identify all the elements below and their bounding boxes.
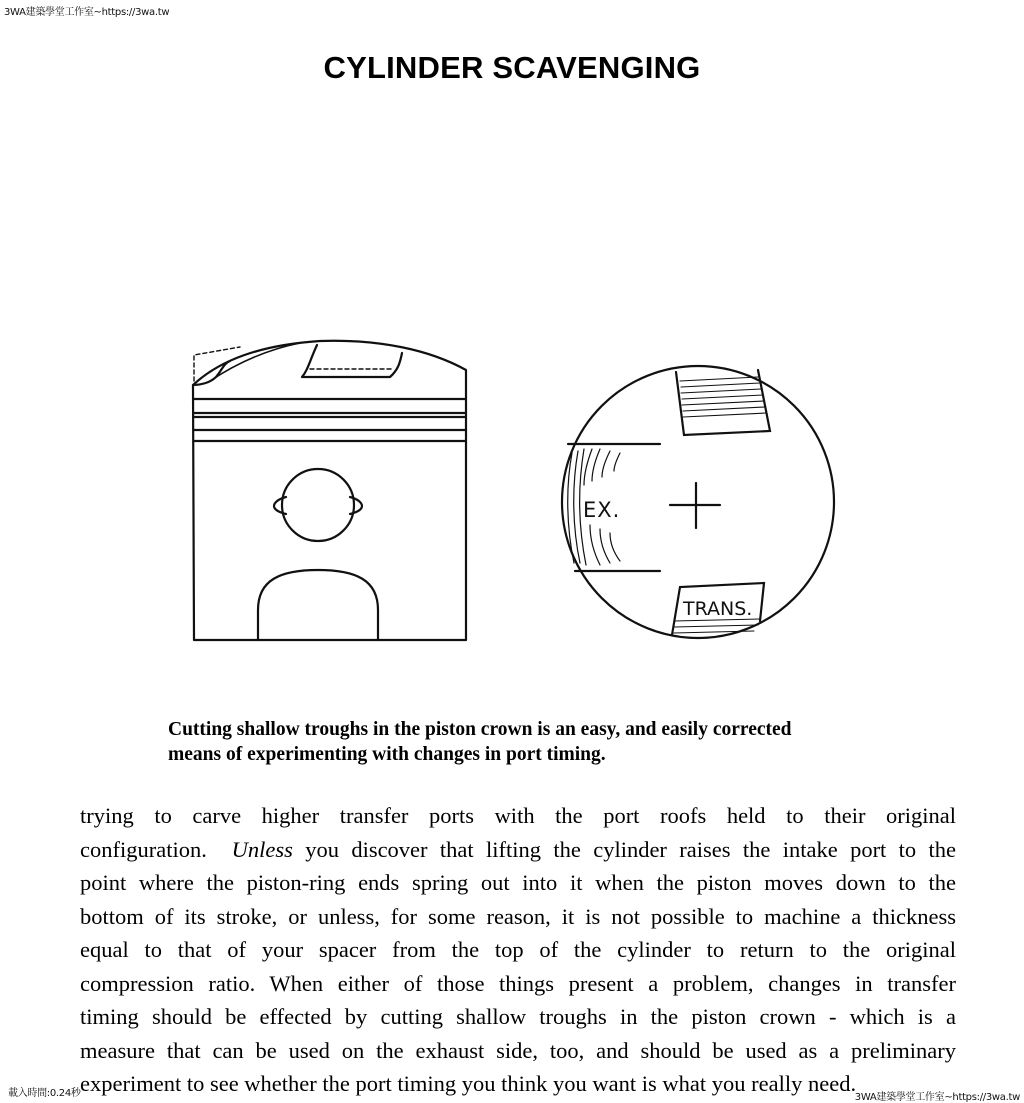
caption-line-2: means of experimenting with changes in port timing. [168, 744, 606, 765]
body-line-2-end: you discover that lifting the cylinder raises the intake port to the [305, 836, 957, 862]
emphasis-unless: Unless [231, 836, 293, 862]
watermark-top-left: 3WA建築學堂工作室~https://3wa.tw [4, 7, 170, 18]
caption-line-1: Cutting shallow troughs in the piston crown is an easy, and easily corrected [168, 719, 792, 740]
piston-figure [180, 325, 850, 655]
body-line-2-start: configuration. [80, 836, 207, 862]
body-line-5: equal to that of your spacer from the top of the cylinder to return to the original [80, 937, 956, 962]
watermark-bottom-right: 3WA建築學堂工作室~https://3wa.tw [854, 1092, 1020, 1103]
page-title: CYLINDER SCAVENGING [323, 50, 701, 85]
piston-side-view [193, 341, 466, 640]
body-line-4: bottom of its stroke, or unless, for some reason, it is not possible to machine a thickness [80, 903, 956, 929]
body-line-9: experiment to see whether the port timing you think you want is what you really need. [80, 1071, 857, 1096]
transfer-label: TRANS. [683, 598, 753, 620]
body-line-3: point where the piston-ring ends spring out into it when the piston moves down to the [80, 870, 956, 895]
figure-caption [168, 717, 868, 767]
watermark-bottom-left: 載入時間:0.24秒 [8, 1088, 81, 1099]
body-line-2 [80, 833, 956, 867]
body-line-6: compression ratio. When either of those things present a problem, changes in transfer [80, 970, 956, 996]
body-line-8: measure that can be used on the exhaust side, too, and should be used as a preliminary [80, 1037, 956, 1063]
exhaust-label: EX. [583, 498, 621, 522]
body-paragraph [80, 799, 956, 1101]
body-line-7: timing should be effected by cutting shallow troughs in the piston crown - which is a [80, 1004, 956, 1029]
body-line-1: trying to carve higher transfer ports with the port roofs held to their original [80, 803, 956, 828]
